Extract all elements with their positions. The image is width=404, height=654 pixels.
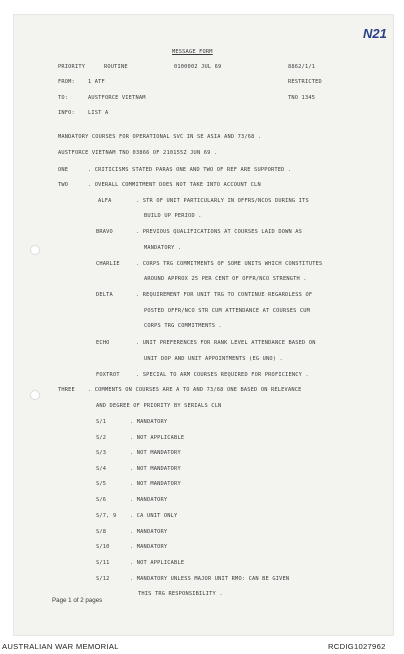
classification: RESTRICTED xyxy=(288,79,322,85)
archive-credit: AUSTRALIAN WAR MEMORIAL xyxy=(2,642,119,651)
subpara-line: MANDATORY . xyxy=(144,245,182,251)
punch-hole-bottom xyxy=(30,390,40,400)
page-indicator: Page 1 of 2 pages xyxy=(52,597,103,604)
serial-number: S/8 xyxy=(96,529,107,535)
serial-text: . MANDATORY UNLESS MAJOR UNIT RMO: CAN BE GIVEN xyxy=(130,576,290,582)
subpara-label: ECHO xyxy=(96,340,110,346)
tno: TNO 1345 xyxy=(288,95,316,101)
serial-number: S/7, 9 xyxy=(96,513,117,519)
priority-value: ROUTINE xyxy=(104,64,128,70)
para-three-line: . COMMENTS ON COURSES ARE A TO AND 73/68 ONE BASED ON RELEVANCE xyxy=(88,387,302,393)
para-three-label: THREE xyxy=(58,387,75,393)
serial-number: S/12 xyxy=(96,576,110,582)
punch-hole-top xyxy=(30,245,40,255)
subpara-line: POSTED OFFR/NCO STR CUM ATTENDANCE AT COURSES CUM xyxy=(144,308,311,314)
subpara-label: FOXTROT xyxy=(96,372,120,378)
serial-text: . NOT APPLICABLE xyxy=(130,560,185,566)
serial-text: . NOT MANDATORY xyxy=(130,481,181,487)
subpara-line: . CORPS TRG COMMITMENTS OF SOME UNITS WHICH CONSTITUTES xyxy=(136,261,323,267)
serial-number: S/11 xyxy=(96,560,110,566)
subpara-line: . SPECIAL TO ARM COURSES REQUIRED FOR PROFICIENCY . xyxy=(136,372,309,378)
subpara-line: AROUND APPROX 25 PER CENT OF OFFR/NCO STRENGTH . xyxy=(144,276,307,282)
info-label: INFO: xyxy=(58,110,75,116)
subpara-line: . PREVIOUS QUALIFICATIONS AT COURSES LAID DOWN AS xyxy=(136,229,303,235)
reference-number: 8862/1/1 xyxy=(288,64,316,70)
form-title: MESSAGE FORM xyxy=(172,49,213,55)
serial-continuation: THIS TRG RESPONSIBILITY . xyxy=(138,591,223,597)
serial-text: . NOT MANDATORY xyxy=(130,450,181,456)
subject-line: MANDATORY COURSES FOR OPERATIONAL SVC IN SE ASIA AND 73/68 . xyxy=(58,134,262,140)
to-label: TO: xyxy=(58,95,69,101)
serial-text: . NOT APPLICABLE xyxy=(130,435,185,441)
from-label: FROM: xyxy=(58,79,75,85)
para-one-label: ONE xyxy=(58,167,69,173)
subpara-label: DELTA xyxy=(96,292,113,298)
serial-number: S/10 xyxy=(96,544,110,550)
subpara-label: CHARLIE xyxy=(96,261,120,267)
subpara-line: . STR OF UNIT PARTICULARLY IN OFFRS/NCOS DURING ITS xyxy=(136,198,309,204)
para-three-line: AND DEGREE OF PRIORITY BY SERIALS CLN xyxy=(96,403,222,409)
serial-number: S/2 xyxy=(96,435,107,441)
para-one-text: . CRITICISMS STATED PARAS ONE AND TWO OF REF ARE SUPPORTED . xyxy=(88,167,292,173)
handwritten-stamp: N21 xyxy=(363,26,387,41)
serial-number: S/3 xyxy=(96,450,107,456)
serial-text: . NOT MANDATORY xyxy=(130,466,181,472)
serial-text: . MANDATORY xyxy=(130,529,168,535)
serial-number: S/1 xyxy=(96,419,107,425)
serial-number: S/4 xyxy=(96,466,107,472)
dtg: 0100002 JUL 69 xyxy=(174,64,222,70)
subpara-line: . UNIT PREFERENCES FOR RANK LEVEL ATTENDANCE BASED ON xyxy=(136,340,316,346)
serial-text: . CA UNIT ONLY xyxy=(130,513,178,519)
serial-text: . MANDATORY xyxy=(130,419,168,425)
priority-label: PRIORITY xyxy=(58,64,86,70)
subpara-line: CORPS TRG COMMITMENTS . xyxy=(144,323,222,329)
serial-text: . MANDATORY xyxy=(130,544,168,550)
serial-number: S/5 xyxy=(96,481,107,487)
info-value: LIST A xyxy=(88,110,109,116)
serial-text: . MANDATORY xyxy=(130,497,168,503)
para-two-label: TWO xyxy=(58,182,69,188)
reference-line: AUSTFORCE VIETNAM TNO 03866 OF 210155Z JUN 69 . xyxy=(58,150,218,156)
subpara-label: ALFA xyxy=(98,198,112,204)
subpara-label: BRAVO xyxy=(96,229,113,235)
subpara-line: . REQUIREMENT FOR UNIT TRG TO CONTINUE REGARDLESS OF xyxy=(136,292,313,298)
serial-number: S/6 xyxy=(96,497,107,503)
para-two-text: . OVERALL COMMITMENT DOES NOT TAKE INTO ACCOUNT CLN xyxy=(88,182,261,188)
to-value: AUSTFORCE VIETNAM xyxy=(88,95,146,101)
from-value: 1 ATF xyxy=(88,79,105,85)
archive-record-id: RCDIG1027962 xyxy=(328,642,386,651)
subpara-line: BUILD UP PERIOD . xyxy=(144,213,202,219)
subpara-line: UNIT DOP AND UNIT APPOINTMENTS (EG UNO) . xyxy=(144,356,283,362)
